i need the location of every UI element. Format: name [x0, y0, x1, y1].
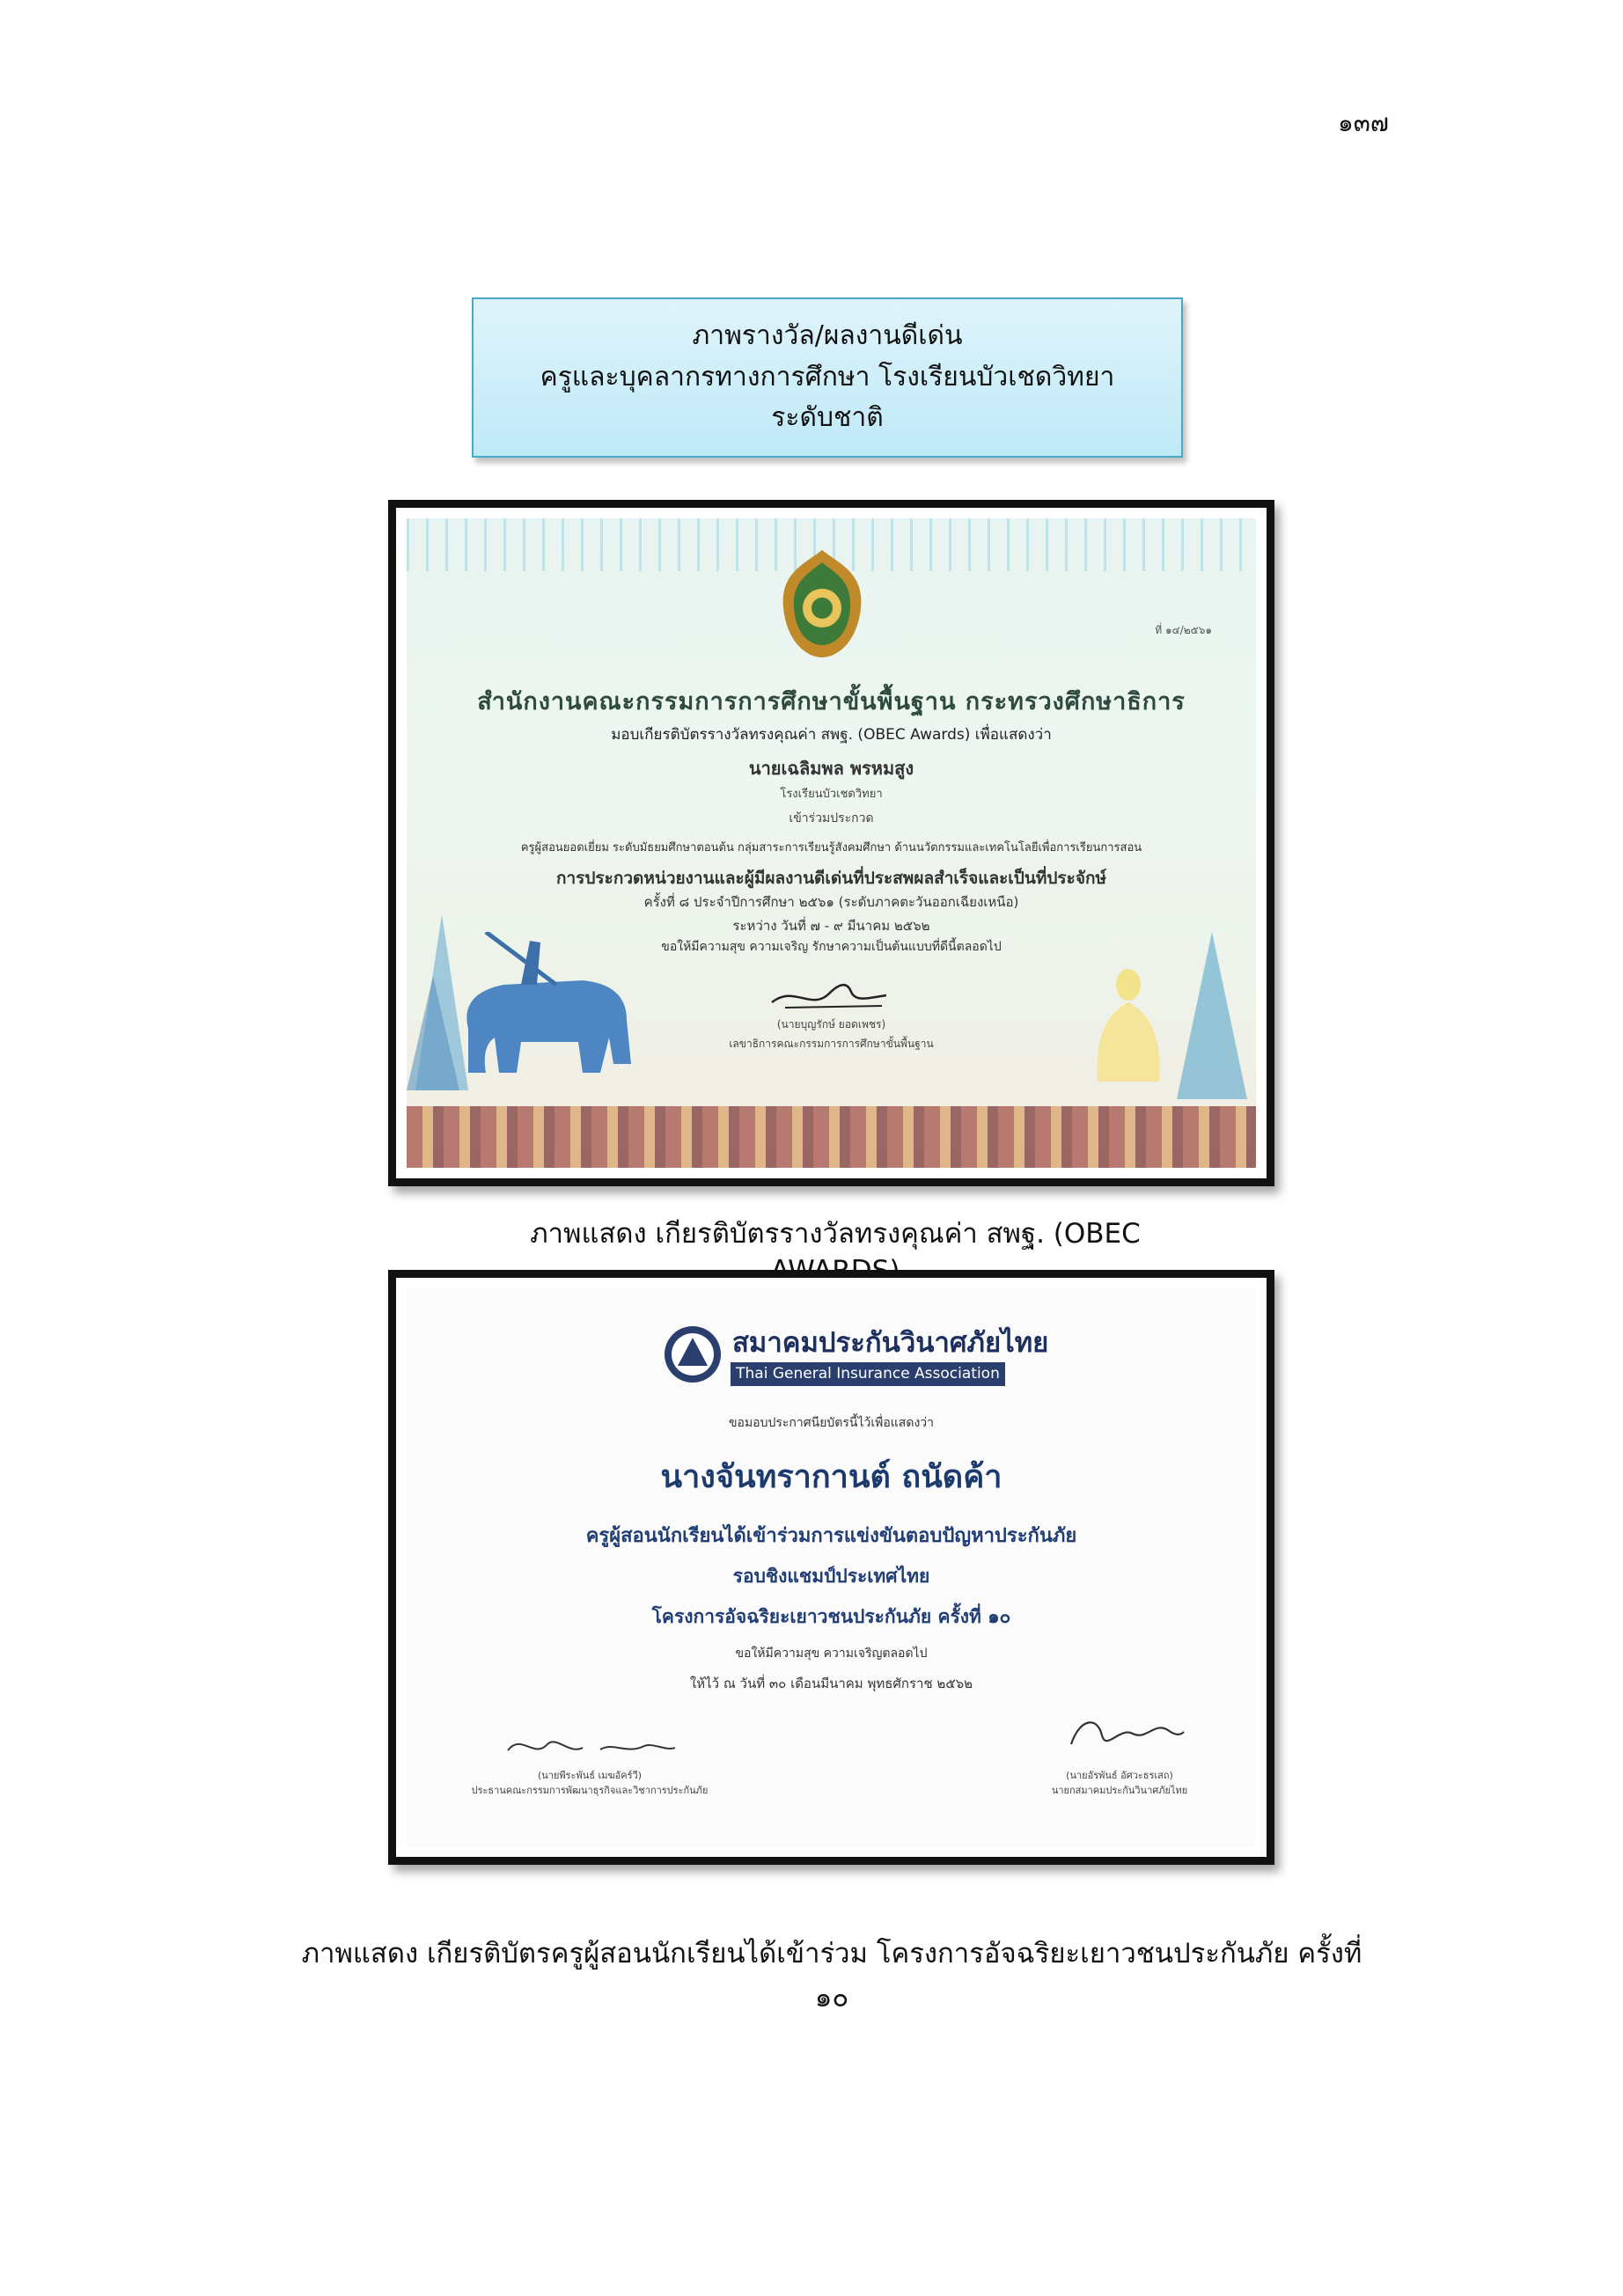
given-date: ให้ไว้ ณ วันที่ ๓๐ เดือนมีนาคม พุทธศักราช ๒๕๖๒ — [689, 1676, 973, 1691]
page-number: ๑๓๗ — [1338, 108, 1389, 137]
left-signer-name: (นายพีระพันธ์ เมฆอัคร์วี) — [538, 1770, 642, 1781]
title-line-2: ครูและบุคลากรทางการศึกษา โรงเรียนบัวเชดวิทยา — [540, 361, 1115, 392]
title-line-1: ภาพรางวัล/ผลงานดีเด่น — [692, 320, 963, 352]
contest-dates: ระหว่าง วันที่ ๗ - ๙ มีนาคม ๒๕๖๒ — [732, 918, 930, 934]
association-name-thai: สมาคมประกันวินาศภัยไทย — [732, 1327, 1049, 1359]
left-signature-mark — [503, 1728, 679, 1764]
signature-mark — [767, 976, 891, 1015]
certificate-obec-photo — [388, 500, 1274, 1186]
achievement-line-3: โครงการอัจฉริยะเยาวชนประกันภัย ครั้งที่ ๑๐ — [651, 1606, 1011, 1627]
signer-name: (นายบุญรักษ์ ยอดเพชร) — [776, 1018, 886, 1031]
obec-emblem — [776, 546, 868, 661]
certificate-intro: ขอมอบประกาศนียบัตรนี้ไว้เพื่อแสดงว่า — [728, 1416, 935, 1430]
certificate-insurance — [407, 1288, 1256, 1846]
right-signer-name: (นายอัรพันธ์ อัศวะธรเสถ) — [1066, 1770, 1173, 1781]
achievement-line-2: รอบชิงแชมป์ประเทศไทย — [732, 1566, 930, 1587]
association-name-english: Thai General Insurance Association — [731, 1362, 1005, 1386]
caption-obec-certificate: ภาพแสดง เกียรติบัตรรางวัลทรงคุณค่า สพฐ. (OBEC — [530, 1218, 1141, 1250]
certificate-obec — [407, 518, 1256, 1168]
certificate-serial-number: ที่ ๑๔/๒๕๖๑ — [1155, 624, 1212, 636]
left-signer-block — [422, 1769, 757, 1798]
achievement-line-1: ครูผู้สอนนักเรียนได้เข้าร่วมการแข่งขันตอบปัญหาประกันภัย — [585, 1525, 1077, 1547]
title-line-3: ระดับชาติ — [771, 402, 884, 434]
section-title-box — [472, 297, 1183, 458]
signer-position: เลขาธิการคณะกรรมการการศึกษาขั้นพื้นฐาน — [729, 1038, 934, 1050]
right-signer-position: นายกสมาคมประกันวินาศภัยไทย — [1051, 1784, 1188, 1796]
right-signature-mark — [1062, 1709, 1186, 1758]
contest-round: ครั้งที่ ๘ ประจำปีการศึกษา ๒๕๖๑ (ระดับภาคตะวันออกเฉียงเหนือ) — [643, 894, 1019, 910]
caption-insurance-certificate: ภาพแสดง เกียรติบัตรครูผู้สอนนักเรียนได้เข้าร่วม โครงการอัจฉริยะเยาวชนประกันภัย ครั้งที่ ๑๐ — [301, 1938, 1362, 2014]
award-statement: มอบเกียรติบัตรรางวัลทรงคุณค่า สพฐ. (OBEC Awards) เพื่อแสดงว่า — [611, 726, 1052, 744]
award-category: ครูผู้สอนยอดเยี่ยม ระดับมัธยมศึกษาตอนต้น กลุ่มสาระการเรียนรู้สังคมศึกษา ด้านนวัตกรรมและเทคโนโลยีเพื่อการเรียนการสอน — [520, 841, 1142, 855]
left-signer-position: ประธานคณะกรรมการพัฒนาธุรกิจและวิชาการประกันภัย — [471, 1784, 709, 1796]
certificate-insurance-photo — [388, 1270, 1274, 1865]
tgia-logo-icon — [662, 1324, 723, 1385]
issuing-organization: สำนักงานคณะกรรมการการศึกษาขั้นพื้นฐาน กระทรวงศึกษาธิการ — [477, 688, 1186, 715]
decorative-bottom-border — [407, 1106, 1256, 1168]
blessing-text: ขอให้มีความสุข ความเจริญ รักษาความเป็นต้นแบบที่ดีนี้ตลอดไป — [661, 940, 1002, 954]
recipient-name: นายเฉลิมพล พรหมสูง — [748, 758, 914, 779]
recipient-school: โรงเรียนบัวเชดวิทยา — [780, 788, 883, 801]
participation-text: เข้าร่วมประกวด — [789, 811, 874, 825]
recipient-name: นางจันทรากานต์ ถนัดค้า — [660, 1459, 1002, 1495]
right-signer-block — [1010, 1769, 1230, 1798]
blessing-text: ขอให้มีความสุข ความเจริญตลอดไป — [735, 1647, 928, 1661]
contest-title: การประกวดหน่วยงานและผู้มีผลงานดีเด่นที่ประสพผลสำเร็จและเป็นที่ประจักษ์ — [555, 869, 1106, 888]
